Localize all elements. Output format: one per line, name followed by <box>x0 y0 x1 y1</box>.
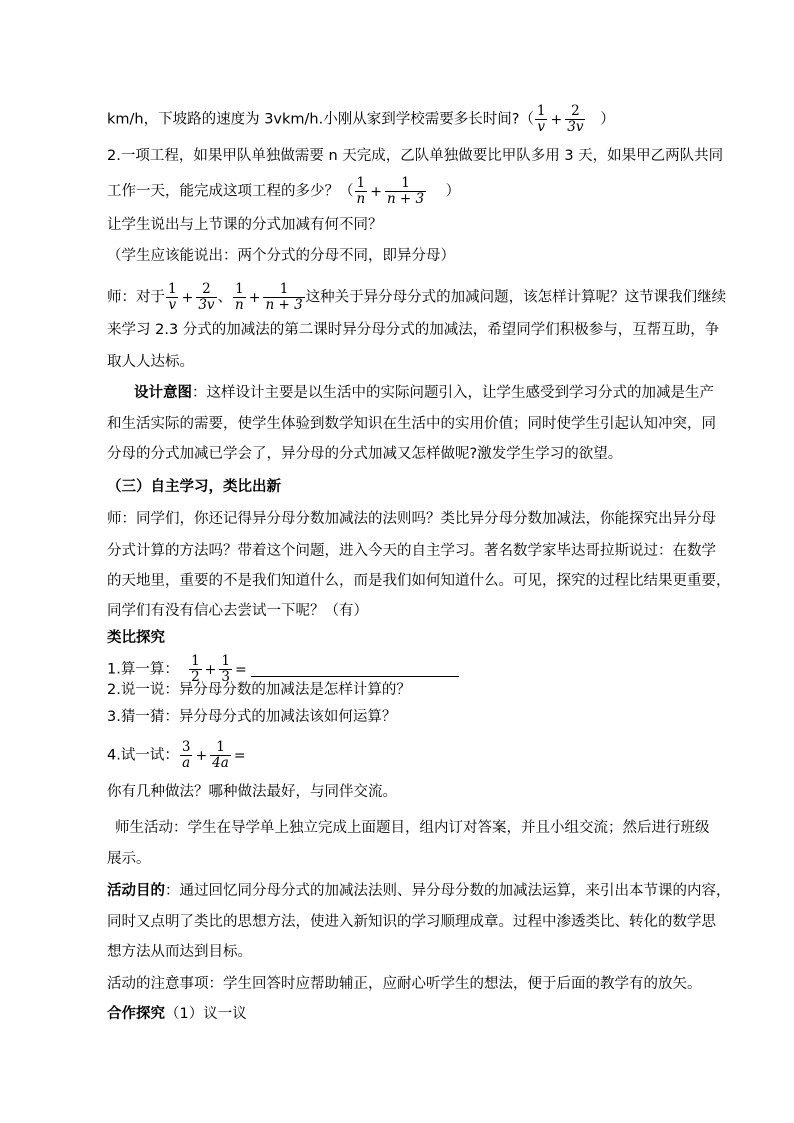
fraction <box>535 104 548 135</box>
text-line <box>107 740 704 771</box>
denominator: 4a <box>212 755 229 771</box>
fraction <box>385 176 426 207</box>
numerator: 1 <box>235 281 244 297</box>
fraction <box>263 282 304 313</box>
denominator: 3v <box>198 297 215 313</box>
text-line: 分母的分式加减已学会了，异分母的分式加减又怎样做呢?激发学生学习的欲望。 <box>107 446 623 462</box>
fraction <box>210 740 231 771</box>
denominator: 2 <box>191 669 200 685</box>
numerator: 1 <box>356 175 366 191</box>
plus-sign: + <box>550 111 563 128</box>
text-line <box>107 1004 704 1024</box>
text-segment: 这种关于异分母分式的加减问题，该怎样计算呢？这节课我们继续 <box>305 289 727 306</box>
denominator: v <box>168 297 177 313</box>
text-line: 师：同学们，你还记得异分母分数加减法的法则吗？类比异分母分数加减法，你能探究出异分母 <box>107 511 716 527</box>
text-segment: ：这样设计主要是以生活中的实际问题引入，让学生感受到学习分式的加减是生产 <box>192 385 714 401</box>
text-line: 师生活动：学生在导学单上独立完成上面题目，组内订对答案，并且小组交流；然后进行班级 <box>115 820 710 836</box>
plus-sign: + <box>248 289 261 306</box>
text-line: 让学生说出与上节课的分式加减有何不同？ <box>107 217 383 233</box>
fraction <box>565 104 585 135</box>
numerator: 1 <box>279 281 289 297</box>
fraction <box>196 282 216 313</box>
fraction <box>180 740 193 771</box>
numerator: 1 <box>216 739 225 755</box>
denominator: n + 3 <box>386 191 425 207</box>
denominator: a <box>182 755 191 771</box>
denominator: 3v <box>567 119 584 135</box>
plus-sign: + <box>195 747 208 764</box>
text-line <box>107 104 704 135</box>
cooperative-inquiry-heading: 合作探究 <box>107 1006 165 1022</box>
text-segment: 4.试一试： <box>107 747 179 764</box>
text-segment: （1）议一议 <box>165 1006 247 1022</box>
plus-sign: + <box>181 289 194 306</box>
text-line: 3.猜一猜：异分母分式的加减法该如何运算？ <box>107 709 397 725</box>
numerator: 2 <box>202 281 211 297</box>
numerator: 1 <box>536 103 546 119</box>
text-line: 你有几种做法？哪种做法最好，与同伴交流。 <box>107 784 397 800</box>
text-line: （学生应该能说出：两个分式的分母不同，即异分母） <box>107 248 455 264</box>
text-line <box>107 176 704 207</box>
plus-sign: + <box>370 183 382 200</box>
text-line: 展示。 <box>107 851 151 867</box>
text-line: 2.说一说：异分母分数的加减法是怎样计算的？ <box>107 682 411 698</box>
text-line: 和生活实际的需要，使学生体验到数学知识在生活中的实用价值；同时使学生引起认知冲突，同 <box>107 416 716 432</box>
text-line: 同时又点明了类比的思想方法，使进入新知识的学习顺理成章。过程中渗透类比、转化的数学思 <box>107 914 716 930</box>
text-line: 同学们有没有信心去尝试一下呢？（有） <box>107 603 368 619</box>
text-line: 2.一项工程，如果甲队单独做需要 n 天完成，乙队单独做要比甲队多用 3 天，如果甲乙两队共同 <box>107 148 724 164</box>
text-line: 取人人达标。 <box>107 354 194 370</box>
fraction <box>233 282 246 313</box>
equals-sign: = <box>233 747 246 764</box>
numerator: 1 <box>221 653 230 669</box>
text-segment: ） <box>600 111 615 128</box>
equals-sign: = <box>234 661 247 678</box>
text-segment: ） <box>445 183 461 200</box>
plus-sign: + <box>204 661 217 678</box>
text-segment: 师：对于 <box>107 289 165 306</box>
denominator: n <box>235 297 244 313</box>
denominator: 3 <box>221 669 230 685</box>
text-line <box>107 281 727 313</box>
design-intent-heading: 设计意图 <box>134 385 192 401</box>
text-line: 活动的注意事项：学生回答时应帮助辅正，应耐心听学生的想法，便于后面的教学有的放矢。 <box>107 976 702 992</box>
fraction <box>166 282 179 313</box>
fraction <box>355 176 368 207</box>
denominator: n + 3 <box>265 297 303 313</box>
numerator: 2 <box>571 103 580 119</box>
text-line <box>134 383 714 403</box>
text-segment: ：通过回忆同分母分式的加减法法则、异分母分数的加减法运算，来引出本节课的内容， <box>165 883 731 899</box>
text-segment: 工作一天，能完成这项工程的多少？（ <box>107 183 354 200</box>
text-line <box>107 881 731 901</box>
section-heading: （三）自主学习，类比出新 <box>107 479 281 495</box>
answer-blank <box>251 662 459 677</box>
numerator: 1 <box>401 175 410 191</box>
numerator: 1 <box>191 653 200 669</box>
text-line: 的天地里，重要的不是我们知道什么，而是我们如何知道什么。可见，探究的过程比结果更重要， <box>107 573 731 589</box>
numerator: 3 <box>181 739 191 755</box>
denominator: n <box>356 191 366 207</box>
activity-purpose-heading: 活动目的 <box>107 883 165 899</box>
text-line: 分式计算的方法吗？带着这个问题，进入今天的自主学习。著名数学家毕达哥拉斯说过：在数学 <box>107 543 716 559</box>
text-segment: 、 <box>217 289 233 306</box>
subheading-analogy-inquiry: 类比探究 <box>107 630 165 646</box>
numerator: 1 <box>168 281 177 297</box>
text-segment: km/h，下坡路的速度为 3vkm/h.小刚从家到学校需要多长时间?（ <box>107 111 534 128</box>
text-segment: 1.算一算： <box>107 661 179 678</box>
text-line: 想方法从而达到目标。 <box>107 944 252 960</box>
text-line: 来学习 2.3 分式的加减法的第二课时异分母分式的加减法，希望同学们积极参与，互帮互助，争 <box>107 322 720 338</box>
denominator: v <box>537 119 546 135</box>
